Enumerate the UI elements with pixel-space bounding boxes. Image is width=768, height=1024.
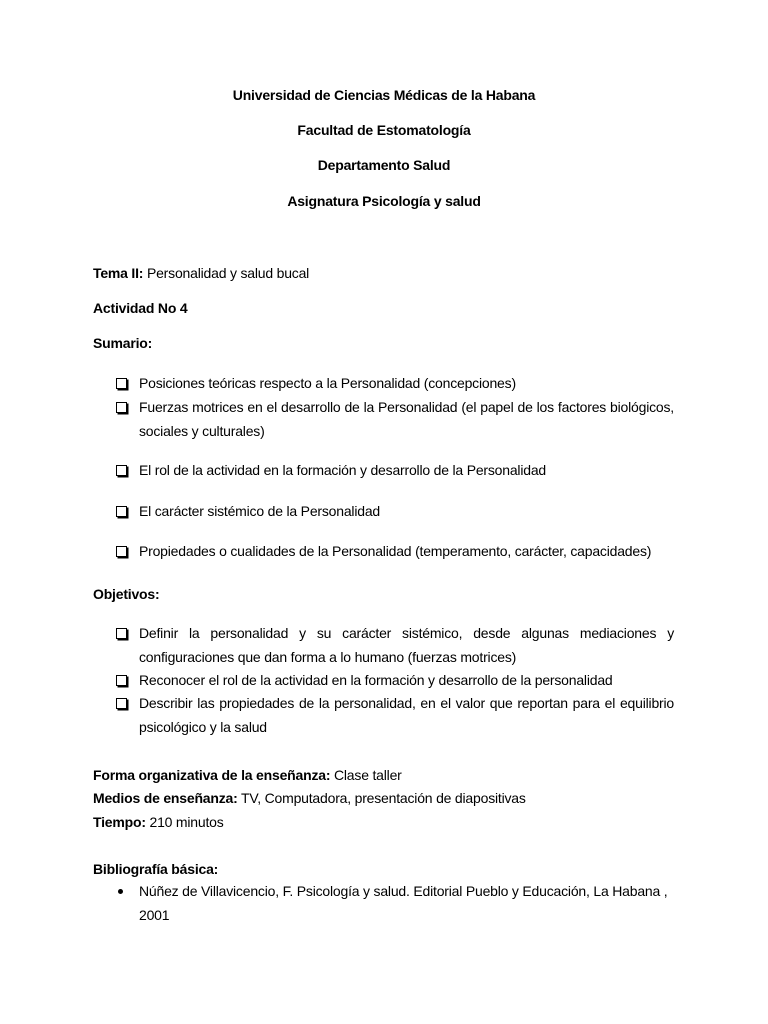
sumario-item xyxy=(116,372,674,396)
medios-label: Medios de enseñanza: xyxy=(93,790,238,806)
objetivo-item-text: Describir las propiedades de la personalidad, en el valor que reportan para el equilibrio psicológico y la salud xyxy=(139,695,674,735)
checkbox-bullet-icon xyxy=(116,402,127,413)
subject-title: Asignatura Psicología y salud xyxy=(287,193,481,209)
bibliografia-item-text: Núñez de Villavicencio, F. Psicología y salud. Editorial Pueblo y Educación, La Habana , 2001 xyxy=(139,883,668,923)
checkbox-bullet-icon xyxy=(116,628,127,639)
checkbox-bullet-icon xyxy=(116,465,127,476)
checkbox-bullet-icon xyxy=(116,378,127,389)
sumario-item xyxy=(116,540,674,564)
objetivos-heading: Objetivos: xyxy=(93,586,160,602)
medios-value: TV, Computadora, presentación de diapositivas xyxy=(237,790,526,806)
medios-line xyxy=(93,789,526,807)
tiempo-label: Tiempo: xyxy=(93,814,146,830)
tiempo-value: 210 minutos xyxy=(145,814,224,830)
objetivo-item xyxy=(116,692,674,739)
checkbox-bullet-icon xyxy=(116,506,127,517)
bullet-dot-icon xyxy=(118,889,123,894)
bibliografia-item xyxy=(116,880,674,927)
bibliografia-heading: Bibliografía básica: xyxy=(93,861,219,877)
sumario-item-text: Posiciones teóricas respecto a la Personalidad (concepciones) xyxy=(139,375,516,391)
tema-label: Tema II: xyxy=(93,265,144,281)
sumario-item-text: Propiedades o cualidades de la Personalidad (temperamento, carácter, capacidades) xyxy=(139,543,652,559)
tiempo-line xyxy=(93,813,224,831)
sumario-item-text: Fuerzas motrices en el desarrollo de la Personalidad (el papel de los factores biológicos, sociales y culturales) xyxy=(139,399,674,439)
checkbox-bullet-icon xyxy=(116,698,127,709)
sumario-item xyxy=(116,500,674,524)
sumario-heading: Sumario: xyxy=(93,335,153,351)
sumario-item-text: El rol de la actividad en la formación y desarrollo de la Personalidad xyxy=(139,462,547,478)
faculty-title: Facultad de Estomatología xyxy=(297,122,471,138)
department-title: Departamento Salud xyxy=(317,157,451,173)
checkbox-bullet-icon xyxy=(116,546,127,557)
actividad-heading: Actividad No 4 xyxy=(93,300,188,316)
checkbox-bullet-icon xyxy=(116,675,127,686)
objetivo-item xyxy=(116,622,674,669)
tema-value: Personalidad y salud bucal xyxy=(143,265,310,281)
forma-label: Forma organizativa de la enseñanza: xyxy=(93,767,331,783)
forma-value: Clase taller xyxy=(330,767,402,783)
objetivo-item xyxy=(116,669,674,693)
university-title: Universidad de Ciencias Médicas de la Habana xyxy=(232,87,536,103)
sumario-item xyxy=(116,396,674,443)
objetivo-item-text: Definir la personalidad y su carácter sistémico, desde algunas mediaciones y configuraciones que dan forma a lo humano (fuerzas motrices) xyxy=(139,625,674,665)
forma-organizativa-line xyxy=(93,766,402,784)
sumario-item-text: El carácter sistémico de la Personalidad xyxy=(139,503,381,519)
tema-line xyxy=(93,264,309,282)
objetivo-item-text: Reconocer el rol de la actividad en la formación y desarrollo de la personalidad xyxy=(139,672,613,688)
sumario-item xyxy=(116,459,674,483)
